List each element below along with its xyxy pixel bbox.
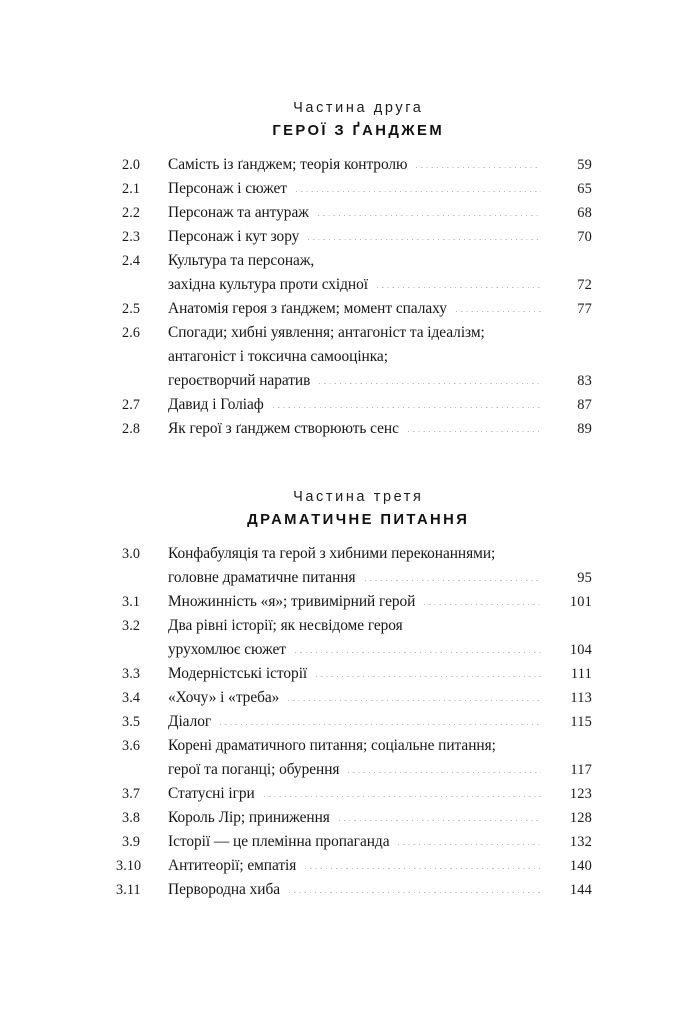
dot-leader [288, 691, 541, 705]
toc-entry-title: Анатомія героя з ґанджем; момент спалаху [168, 300, 447, 317]
toc-entry[interactable] [116, 854, 592, 878]
toc-page-number: 77 [577, 301, 592, 317]
toc-entry-continuation [122, 369, 592, 393]
toc-entry-continuation [122, 345, 592, 369]
toc-entry[interactable] [122, 830, 592, 854]
toc-entry-title: Множинність «я»; тривимірний герой [168, 593, 416, 610]
dot-leader [365, 571, 542, 585]
toc-entry-number: 2.8 [122, 421, 141, 437]
toc-page-number: 117 [570, 762, 592, 778]
toc-entry[interactable] [122, 542, 592, 590]
toc-entry-number: 3.11 [116, 882, 141, 898]
toc-entry-continuation [122, 758, 592, 782]
toc-entry-title: Історії — це племінна пропаганда [168, 833, 390, 850]
toc-entry-number: 3.5 [122, 714, 141, 730]
table-of-contents [116, 98, 592, 902]
toc-entry-number: 2.1 [122, 181, 141, 197]
toc-entry[interactable] [122, 710, 592, 734]
part-label: Частина третя [293, 489, 424, 505]
toc-entry-number: 3.6 [122, 738, 141, 754]
toc-entry[interactable] [122, 662, 592, 686]
toc-entry-title: героєтворчий наратив [168, 372, 311, 389]
toc-entry-line [122, 542, 592, 566]
toc-entry-number: 3.1 [122, 594, 141, 610]
dot-leader [416, 158, 541, 172]
toc-entry-title: Два рівні історії; як несвідоме героя [168, 617, 403, 634]
toc-entry-title: Як герої з ґанджем створюють сенс [168, 420, 399, 437]
toc-entry[interactable] [122, 321, 592, 393]
toc-entry[interactable] [122, 225, 592, 249]
toc-page-number: 140 [569, 858, 592, 874]
toc-entry-line [122, 201, 592, 225]
toc-entry[interactable] [122, 249, 592, 297]
toc-entry-title: Спогади; хибні уявлення; антагоніст та ідеалізм; [168, 324, 485, 341]
toc-page-number: 128 [569, 810, 592, 826]
toc-entry-line [122, 417, 592, 441]
toc-entry-line [116, 878, 592, 902]
toc-page-number: 144 [569, 882, 592, 898]
toc-entry-number: 3.9 [122, 834, 141, 850]
dot-leader [398, 835, 541, 849]
toc-entry-number: 2.5 [122, 301, 141, 317]
toc-page-number: 70 [577, 229, 592, 245]
toc-entry-title: Модерністські історії [168, 665, 308, 682]
toc-entry-number: 3.0 [122, 546, 141, 562]
toc-entry[interactable] [122, 177, 592, 201]
toc-entry-title: Давид і Голіаф [168, 396, 264, 413]
toc-entry-line [122, 297, 592, 321]
dot-leader [220, 715, 541, 729]
toc-entry-continuation [122, 273, 592, 297]
toc-page-number: 95 [577, 570, 592, 586]
toc-entry[interactable] [122, 393, 592, 417]
toc-page-number: 111 [570, 666, 592, 682]
dot-leader [318, 206, 541, 220]
toc-entry-line [122, 710, 592, 734]
toc-entry-title: Персонаж і сюжет [168, 180, 287, 197]
toc-entry-line [122, 177, 592, 201]
toc-entry-title: Самість із ґанджем; теорія контролю [168, 156, 408, 173]
dot-leader [408, 422, 541, 436]
toc-page-number: 68 [577, 205, 592, 221]
toc-page-number: 72 [577, 277, 592, 293]
part-label: Частина друга [293, 100, 424, 116]
toc-entry-number: 2.0 [122, 157, 141, 173]
toc-entry-line [122, 249, 592, 273]
dot-leader [273, 398, 541, 412]
toc-entry-number: 3.8 [122, 810, 141, 826]
toc-entry-number: 3.10 [116, 858, 142, 874]
toc-entry[interactable] [122, 782, 592, 806]
toc-entry-line [116, 854, 592, 878]
toc-entry-title: Антитеорії; емпатія [168, 857, 297, 874]
toc-page-number: 132 [569, 834, 592, 850]
toc-entry[interactable] [122, 806, 592, 830]
toc-entry-line [122, 830, 592, 854]
toc-entry-number: 2.2 [122, 205, 141, 221]
toc-entry[interactable] [122, 590, 592, 614]
toc-page-number: 101 [569, 594, 592, 610]
toc-page-number: 65 [577, 181, 592, 197]
dot-leader [316, 667, 541, 681]
dot-leader [319, 374, 541, 388]
toc-page-number: 123 [569, 786, 592, 802]
toc-entry-list [122, 153, 592, 441]
toc-page-number: 115 [570, 714, 592, 730]
toc-entry-continuation [122, 638, 592, 662]
toc-entry-line [122, 153, 592, 177]
toc-entry-line [122, 662, 592, 686]
toc-entry-title: Корені драматичного питання; соціальне питання; [168, 737, 496, 754]
dot-leader [264, 787, 541, 801]
dot-leader [424, 595, 541, 609]
toc-page-number: 104 [569, 642, 592, 658]
toc-entry-number: 2.4 [122, 253, 141, 269]
toc-entry[interactable] [116, 878, 592, 902]
dot-leader [348, 763, 541, 777]
toc-entry-title: «Хочу» і «треба» [168, 689, 280, 706]
toc-entry-title: Король Лір; приниження [168, 809, 330, 826]
toc-entry-line [122, 393, 592, 417]
toc-entry[interactable] [122, 614, 592, 662]
toc-entry-title: урухомлює сюжет [168, 641, 286, 658]
toc-entry-title: герої та поганці; обурення [168, 761, 340, 778]
toc-entry[interactable] [122, 297, 592, 321]
dot-leader [377, 278, 541, 292]
toc-entry-line [122, 590, 592, 614]
toc-entry-line [122, 782, 592, 806]
toc-page-number: 59 [577, 157, 592, 173]
toc-entry-number: 3.2 [122, 618, 141, 634]
toc-entry-number: 3.3 [122, 666, 141, 682]
toc-entry-line [122, 686, 592, 710]
toc-entry[interactable] [122, 734, 592, 782]
toc-entry-list [116, 542, 592, 902]
toc-entry-title: антагоніст і токсична самооцінка; [168, 348, 388, 365]
toc-entry-title: Первородна хиба [168, 881, 281, 898]
part-title: ГЕРОЇ З ҐАНДЖЕМ [272, 123, 445, 139]
toc-entry-line [122, 321, 592, 345]
toc-entry-number: 2.6 [122, 325, 141, 341]
toc-entry-number: 3.4 [122, 690, 141, 706]
part-heading [122, 487, 592, 531]
toc-page-number: 89 [577, 421, 592, 437]
toc-entry[interactable] [122, 417, 592, 441]
toc-entry-continuation [122, 566, 592, 590]
toc-page-number: 87 [577, 397, 592, 413]
dot-leader [305, 859, 541, 873]
toc-entry-line [122, 225, 592, 249]
toc-entry-title: головне драматичне питання [168, 569, 356, 586]
toc-entry-number: 3.7 [122, 786, 141, 802]
dot-leader [296, 182, 541, 196]
toc-page-number: 113 [570, 690, 592, 706]
toc-entry-number: 2.7 [122, 397, 141, 413]
toc-entry[interactable] [122, 153, 592, 177]
toc-entry-title: Культура та персонаж, [168, 252, 315, 269]
toc-entry-number: 2.3 [122, 229, 141, 245]
toc-entry-title: Конфабуляція та герой з хибними переконаннями; [168, 545, 496, 562]
toc-entry-title: Персонаж та антураж [168, 204, 309, 221]
toc-entry-line [122, 806, 592, 830]
dot-leader [456, 302, 541, 316]
toc-entry-line [122, 734, 592, 758]
toc-entry-title: Діалог [168, 713, 212, 730]
part-title: ДРАМАТИЧНЕ ПИТАННЯ [247, 512, 470, 528]
dot-leader [339, 811, 541, 825]
toc-entry[interactable] [122, 686, 592, 710]
dot-leader [308, 230, 541, 244]
dot-leader [295, 643, 541, 657]
part-heading [122, 98, 592, 142]
toc-entry-title: Персонаж і кут зору [168, 228, 300, 245]
toc-entry-title: Статусні ігри [168, 785, 255, 802]
dot-leader [289, 883, 541, 897]
toc-page-number: 83 [577, 373, 592, 389]
toc-entry-line [122, 614, 592, 638]
toc-entry-title: західна культура проти східної [168, 276, 368, 293]
toc-entry[interactable] [122, 201, 592, 225]
